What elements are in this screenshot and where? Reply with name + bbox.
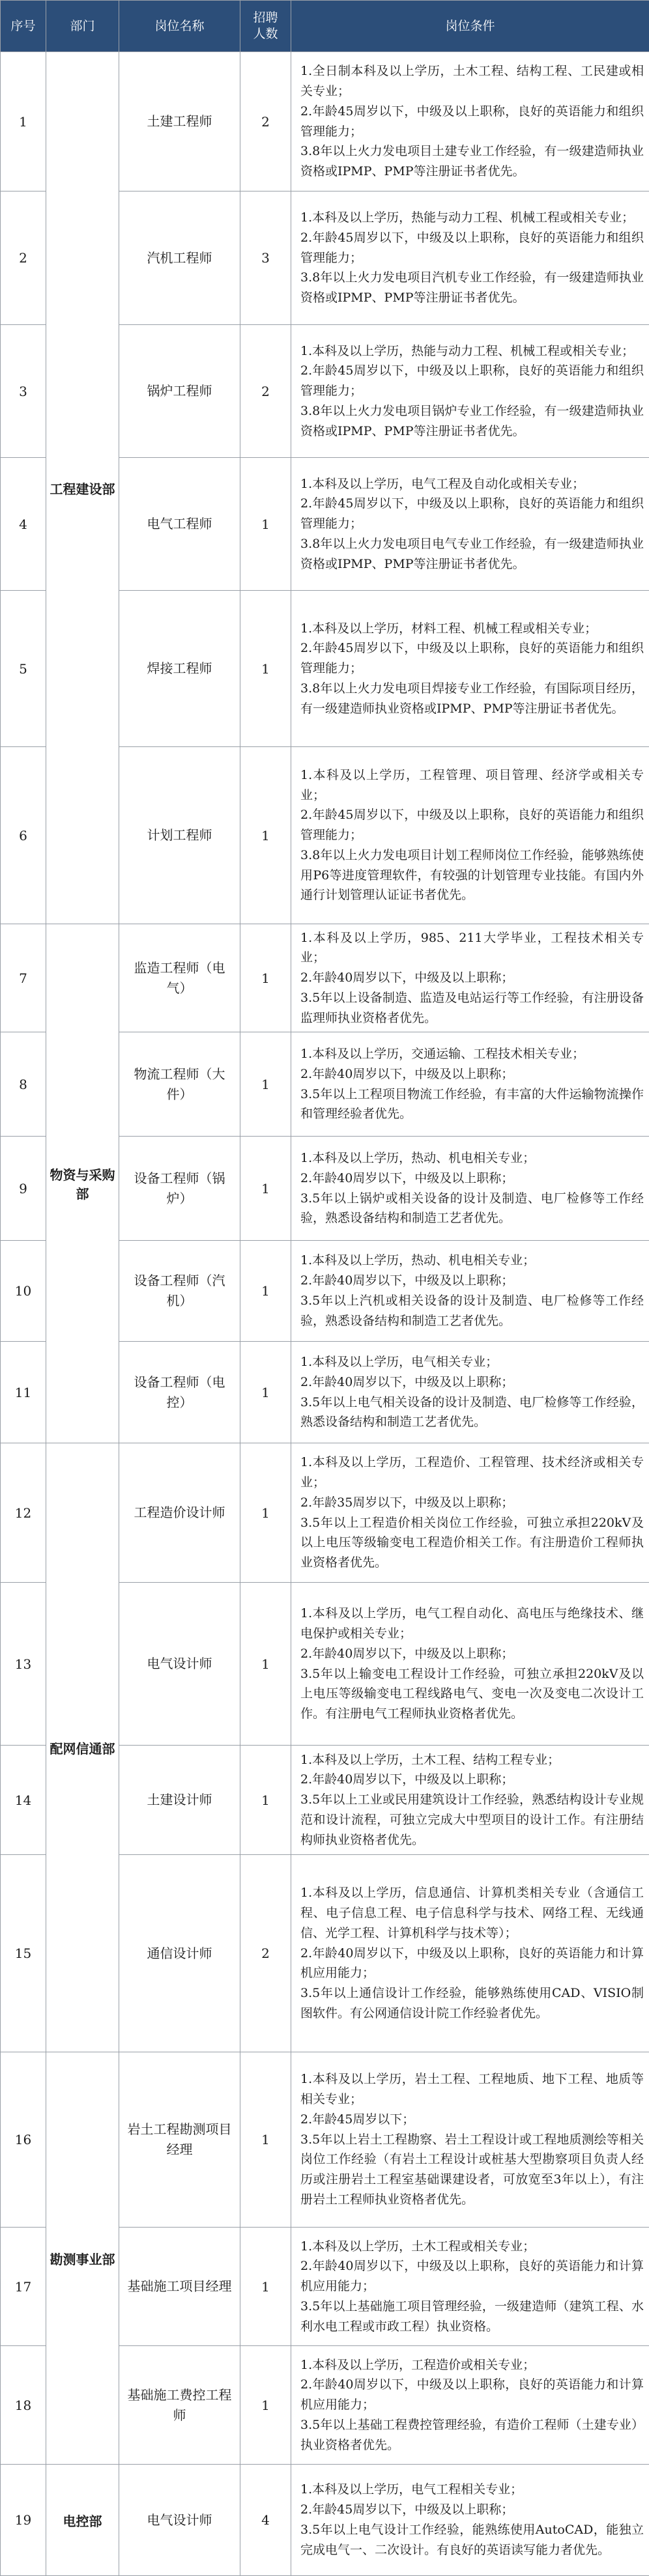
dept-electrical-control: 电控部 [46, 2465, 119, 2576]
condition-line: 2.年龄40周岁以下，中级及以上职称； [300, 1064, 644, 1084]
row-seq: 7 [1, 924, 46, 1032]
condition-line: 1.本科及以上学历，热能与动力工程、机械工程或相关专业； [300, 341, 644, 361]
condition-line: 1.本科及以上学历，信息通信、计算机类相关专业（含通信工程、电子信息工程、电子信息科学与技术、网络工程、无线通信、光学工程、计算机科学与技术等）； [300, 1883, 644, 1943]
condition-line: 3.8年以上火力发电项目焊接专业工作经验，有国际项目经历，有一级建造师执业资格或IPMP、PMP等注册证书者优先。 [300, 679, 644, 719]
row-seq: 17 [1, 2228, 46, 2346]
condition-line: 1.全日制本科及以上学历，土木工程、结构工程、工民建或相关专业； [300, 61, 644, 102]
condition-line: 3.8年以上火力发电项目锅炉专业工作经验，有一级建造师执业资格或IPMP、PMP等注册证书者优先。 [300, 401, 644, 442]
row-seq: 11 [1, 1342, 46, 1443]
row-seq: 6 [1, 747, 46, 924]
row-count: 1 [240, 747, 291, 924]
condition-line: 1.本科及以上学历，土木工程或相关专业； [300, 2237, 644, 2257]
condition-line: 3.5年以上基础施工项目管理经验，一级建造师（建筑工程、水利水电工程或市政工程）执业资格。 [300, 2297, 644, 2337]
row-position: 电气设计师 [119, 2465, 240, 2576]
row-conditions [291, 591, 649, 747]
header-row [1, 1, 649, 52]
condition-line: 1.本科及以上学历，热动、机电相关专业； [300, 1148, 644, 1168]
row-position: 计划工程师 [119, 747, 240, 924]
dept-procurement: 物资与采购部 [46, 924, 119, 1443]
row-conditions [291, 2052, 649, 2228]
condition-line: 3.5年以上基础工程费控管理经验，有造价工程师（土建专业）执业资格者优先。 [300, 2415, 644, 2456]
row-seq: 12 [1, 1443, 46, 1583]
row-conditions [291, 191, 649, 325]
row-position: 焊接工程师 [119, 591, 240, 747]
condition-line: 1.本科及以上学历，热能与动力工程、机械工程或相关专业； [300, 208, 644, 228]
dept-engineering: 工程建设部 [46, 52, 119, 924]
condition-line: 3.5年以上工业或民用建筑设计工作经验，熟悉结构设计专业规范和设计流程，可独立完成大中型项目的设计工作。有注册结构师执业资格者优先。 [300, 1790, 644, 1850]
row-position: 设备工程师（汽机） [119, 1241, 240, 1342]
condition-line: 2.年龄45周岁以下； [300, 2110, 644, 2130]
condition-line: 2.年龄40周岁以下，中级及以上职称，良好的英语能力和计算机应用能力； [300, 2256, 644, 2297]
condition-line: 1.本科及以上学历，交通运输、工程技术相关专业； [300, 1044, 644, 1064]
condition-line: 3.5年以上通信设计工作经验，能够熟练使用CAD、VISIO制图软件。有公网通信设计院工作经验者优先。 [300, 1983, 644, 2024]
table-row [1, 1443, 649, 1583]
row-conditions [291, 1855, 649, 2052]
row-conditions [291, 2465, 649, 2576]
row-conditions [291, 924, 649, 1032]
condition-line: 1.本科及以上学历，工程造价或相关专业； [300, 2355, 644, 2375]
row-position: 物流工程师（大件） [119, 1032, 240, 1137]
table-row [1, 52, 649, 191]
row-seq: 5 [1, 591, 46, 747]
condition-line: 2.年龄40周岁以下，中级及以上职称； [300, 1168, 644, 1189]
row-position: 设备工程师（电控） [119, 1342, 240, 1443]
condition-line: 2.年龄45周岁以下，中级及以上职称，良好的英语能力和组织管理能力； [300, 102, 644, 142]
row-position: 土建设计师 [119, 1746, 240, 1855]
row-count: 1 [240, 1342, 291, 1443]
row-seq: 4 [1, 458, 46, 591]
row-conditions [291, 1137, 649, 1241]
row-conditions [291, 1583, 649, 1746]
row-conditions [291, 1746, 649, 1855]
condition-line: 1.本科及以上学历，工程造价、工程管理、技术经济或相关专业； [300, 1452, 644, 1493]
condition-line: 3.5年以上岩土工程勘察、岩土工程设计或工程地质测绘等相关岗位工作经验（有岩土工程设计或桩基大型勘察项目负责人经历或注册岩土工程室基础课建设者，可放宽至3年以上），有注册岩土工程师执业资格者优先。 [300, 2130, 644, 2210]
header-seq: 序号 [1, 1, 46, 52]
condition-line: 2.年龄45周岁以下，中级及以上职称，良好的英语能力和组织管理能力； [300, 228, 644, 268]
row-conditions [291, 1032, 649, 1137]
row-position: 岩土工程勘测项目经理 [119, 2052, 240, 2228]
row-conditions [291, 1342, 649, 1443]
row-conditions [291, 1443, 649, 1583]
condition-line: 2.年龄45周岁以下，中级及以上职称，良好的英语能力和组织管理能力； [300, 494, 644, 534]
condition-line: 2.年龄45周岁以下，中级及以上职称； [300, 2500, 644, 2520]
condition-line: 3.5年以上锅炉或相关设备的设计及制造、电厂检修等工作经验，熟悉设备结构和制造工艺者优先。 [300, 1189, 644, 1229]
condition-line: 3.8年以上火力发电项目电气专业工作经验，有一级建造师执业资格或IPMP、PMP等注册证书者优先。 [300, 534, 644, 574]
condition-line: 3.5年以上电气相关设备的设计及制造、电厂检修等工作经验，熟悉设备结构和制造工艺者优先。 [300, 1393, 644, 1433]
condition-line: 3.8年以上火力发电项目计划工程师岗位工作经验，能够熟练使用P6等进度管理软件，有较强的计划管理专业技能。有国内外通行计划管理认证证书者优先。 [300, 845, 644, 905]
condition-line: 3.5年以上工程项目物流工作经验，有丰富的大件运输物流操作和管理经验者优先。 [300, 1084, 644, 1125]
condition-line: 3.5年以上设备制造、监造及电站运行等工作经验，有注册设备监理师执业资格者优先。 [300, 988, 644, 1028]
row-count: 1 [240, 591, 291, 747]
row-position: 监造工程师（电气） [119, 924, 240, 1032]
row-count: 1 [240, 1137, 291, 1241]
row-count: 1 [240, 924, 291, 1032]
condition-line: 1.本科及以上学历，材料工程、机械工程或相关专业； [300, 619, 644, 639]
row-conditions [291, 1241, 649, 1342]
condition-line: 2.年龄40周岁以下，中级及以上职称，良好的英语能力和计算机应用能力； [300, 1944, 644, 1984]
row-position: 电气设计师 [119, 1583, 240, 1746]
row-count: 1 [240, 1746, 291, 1855]
row-seq: 18 [1, 2346, 46, 2465]
row-conditions [291, 747, 649, 924]
row-seq: 8 [1, 1032, 46, 1137]
dept-distribution-network: 配网信通部 [46, 1443, 119, 2052]
row-count: 1 [240, 2228, 291, 2346]
table-row [1, 924, 649, 1032]
condition-line: 1.本科及以上学历，电气相关专业； [300, 1352, 644, 1372]
row-count: 1 [240, 1032, 291, 1137]
row-count: 2 [240, 325, 291, 458]
row-position: 工程造价设计师 [119, 1443, 240, 1583]
row-count: 1 [240, 458, 291, 591]
row-count: 1 [240, 1583, 291, 1746]
condition-line: 2.年龄40周岁以下，中级及以上职称； [300, 1644, 644, 1664]
table-row [1, 2465, 649, 2576]
row-conditions [291, 325, 649, 458]
row-position: 基础施工项目经理 [119, 2228, 240, 2346]
dept-survey: 勘测事业部 [46, 2052, 119, 2465]
condition-line: 3.5年以上输变电工程设计工作经验，可独立承担220kV及以上电压等级输变电工程线路电气、变电一次及变电二次设计工作。有注册电气工程师执业资格者优先。 [300, 1664, 644, 1724]
row-position: 通信设计师 [119, 1855, 240, 2052]
condition-line: 2.年龄40周岁以下，中级及以上职称，良好的英语能力和计算机应用能力； [300, 2375, 644, 2415]
header-dept: 部门 [46, 1, 119, 52]
condition-line: 1.本科及以上学历，工程管理、项目管理、经济学或相关专业； [300, 765, 644, 806]
condition-line: 3.5年以上电气设计工作经验，能熟练使用AutoCAD，能独立完成电气一、二次设计。有良好的英语读写能力者优先。 [300, 2520, 644, 2560]
row-position: 汽机工程师 [119, 191, 240, 325]
header-conditions: 岗位条件 [291, 1, 649, 52]
condition-line: 2.年龄40周岁以下，中级及以上职称； [300, 1372, 644, 1393]
row-seq: 1 [1, 52, 46, 191]
condition-line: 1.本科及以上学历，电气工程自动化、高电压与绝缘技术、继电保护或相关专业； [300, 1604, 644, 1644]
row-count: 2 [240, 52, 291, 191]
row-count: 1 [240, 1241, 291, 1342]
row-seq: 2 [1, 191, 46, 325]
condition-line: 2.年龄40周岁以下，中级及以上职称； [300, 968, 644, 988]
row-position: 土建工程师 [119, 52, 240, 191]
condition-line: 1.本科及以上学历，电气工程及自动化或相关专业； [300, 474, 644, 494]
row-count: 4 [240, 2465, 291, 2576]
condition-line: 3.5年以上工程造价相关岗位工作经验，可独立承担220kV及以上电压等级输变电工程造价相关工作。有注册造价工程师执业资格者优先。 [300, 1513, 644, 1573]
header-position: 岗位名称 [119, 1, 240, 52]
row-count: 1 [240, 2346, 291, 2465]
condition-line: 2.年龄40周岁以下，中级及以上职称； [300, 1770, 644, 1790]
condition-line: 3.5年以上汽机或相关设备的设计及制造、电厂检修等工作经验，熟悉设备结构和制造工艺者优先。 [300, 1291, 644, 1331]
condition-line: 2.年龄45周岁以下，中级及以上职称，良好的英语能力和组织管理能力； [300, 638, 644, 679]
row-position: 电气工程师 [119, 458, 240, 591]
row-position: 设备工程师（锅炉） [119, 1137, 240, 1241]
condition-line: 1.本科及以上学历，电气工程相关专业； [300, 2480, 644, 2500]
condition-line: 2.年龄40周岁以下，中级及以上职称； [300, 1271, 644, 1291]
row-seq: 3 [1, 325, 46, 458]
row-seq: 14 [1, 1746, 46, 1855]
condition-line: 1.本科及以上学历，岩土工程、工程地质、地下工程、地质等相关专业； [300, 2069, 644, 2110]
condition-line: 1.本科及以上学历，热动、机电相关专业； [300, 1251, 644, 1271]
condition-line: 2.年龄35周岁以下，中级及以上职称； [300, 1493, 644, 1513]
row-count: 1 [240, 2052, 291, 2228]
condition-line: 2.年龄45周岁以下，中级及以上职称，良好的英语能力和组织管理能力； [300, 805, 644, 845]
row-position: 锅炉工程师 [119, 325, 240, 458]
table-row [1, 2052, 649, 2228]
row-seq: 15 [1, 1855, 46, 2052]
row-seq: 10 [1, 1241, 46, 1342]
header-count: 招聘人数 [240, 1, 291, 52]
row-seq: 19 [1, 2465, 46, 2576]
condition-line: 1.本科及以上学历，土木工程、结构工程专业； [300, 1750, 644, 1770]
row-count: 2 [240, 1855, 291, 2052]
row-seq: 16 [1, 2052, 46, 2228]
condition-line: 2.年龄45周岁以下，中级及以上职称，良好的英语能力和组织管理能力； [300, 361, 644, 401]
row-conditions [291, 2228, 649, 2346]
condition-line: 3.8年以上火力发电项目汽机专业工作经验，有一级建造师执业资格或IPMP、PMP等注册证书者优先。 [300, 268, 644, 308]
row-position: 基础施工费控工程师 [119, 2346, 240, 2465]
condition-line: 3.8年以上火力发电项目土建专业工作经验，有一级建造师执业资格或IPMP、PMP等注册证书者优先。 [300, 141, 644, 182]
row-seq: 9 [1, 1137, 46, 1241]
condition-line: 1.本科及以上学历，985、211大学毕业，工程技术相关专业； [300, 928, 644, 969]
row-conditions [291, 458, 649, 591]
row-seq: 13 [1, 1583, 46, 1746]
row-count: 1 [240, 1443, 291, 1583]
row-conditions [291, 2346, 649, 2465]
row-count: 3 [240, 191, 291, 325]
row-conditions [291, 52, 649, 191]
